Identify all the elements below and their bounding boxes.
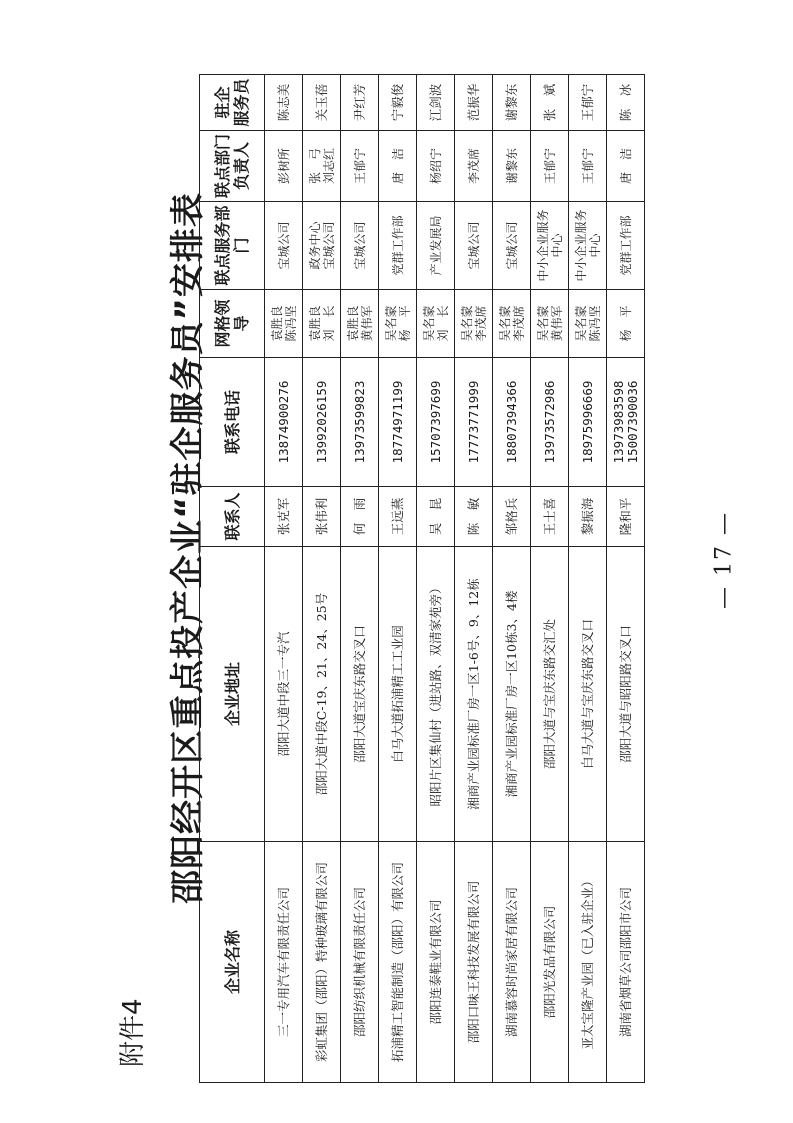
contact-phone: 18774971199	[379, 358, 417, 487]
contact-phone: 17773771999	[455, 358, 493, 487]
grid-leader: 袁胜良 陈冯坚	[265, 290, 303, 358]
company-address: 白马大道与宝庆东路交叉口	[569, 547, 607, 842]
column-header-dept: 联点服务部门	[200, 202, 265, 290]
company-address: 白马大道拓浦精工工业园	[379, 547, 417, 842]
liaison-dept: 中小企业服务 中心	[569, 202, 607, 290]
attachment-label: 附件4	[118, 998, 148, 1067]
liaison-officer: 江剑波	[417, 75, 455, 131]
table-row	[265, 75, 303, 1083]
company-name: 邵阳纺织机械有限责任公司	[341, 842, 379, 1083]
contact-phone: 18807394366	[493, 358, 531, 487]
company-address: 邵阳大道与昭阳路交叉口	[607, 547, 645, 842]
contact-phone: 15707397699	[417, 358, 455, 487]
company-name: 亚太宝隆产业园（已入驻企业）	[569, 842, 607, 1083]
dept-head: 李茂席	[455, 131, 493, 202]
company-name: 彩虹集团（邵阳）特种玻璃有限公司	[303, 842, 341, 1083]
column-header-dept-head: 联点部门 负责人	[200, 131, 265, 202]
grid-leader: 吴名蒙 李茂席	[455, 290, 493, 358]
table-row	[303, 75, 341, 1083]
liaison-officer: 王郁宁	[569, 75, 607, 131]
company-address: 邵阳大道中段C-19、21、24、25号	[303, 547, 341, 842]
company-address: 邵阳大道与宝庆东路交汇处	[531, 547, 569, 842]
column-header-leader: 网格领导	[200, 290, 265, 358]
liaison-dept: 产业发展局	[417, 202, 455, 290]
liaison-officer: 张 斌	[531, 75, 569, 131]
liaison-officer: 陈志美	[265, 75, 303, 131]
table-row	[455, 75, 493, 1083]
liaison-dept: 宝城公司	[455, 202, 493, 290]
company-name: 拓浦精工智能制造（邵阳）有限公司	[379, 842, 417, 1083]
column-header-company: 企业名称	[200, 842, 265, 1083]
contact-phone: 13973572986	[531, 358, 569, 487]
company-name: 湖南慕容时尚家居有限公司	[493, 842, 531, 1083]
contact-phone: 18975996669	[569, 358, 607, 487]
table-row	[417, 75, 455, 1083]
grid-leader: 吴名蒙 刘 长	[417, 290, 455, 358]
table-row	[531, 75, 569, 1083]
company-address: 湘商产业园标准厂房一区1-6号、9、12栋	[455, 547, 493, 842]
grid-leader: 袁胜良 刘 长	[303, 290, 341, 358]
grid-leader: 吴名蒙 陈冯坚	[569, 290, 607, 358]
company-name: 邵阳连泰鞋业有限公司	[417, 842, 455, 1083]
liaison-dept: 宝城公司	[341, 202, 379, 290]
company-name: 邵阳光发品有限公司	[531, 842, 569, 1083]
contact-person: 王远燕	[379, 487, 417, 547]
contact-phone: 13992026159	[303, 358, 341, 487]
page-number: — 17 —	[711, 511, 737, 609]
grid-leader: 袁胜良 黄伟军	[341, 290, 379, 358]
company-name: 湖南省烟草公司邵阳市公司	[607, 842, 645, 1083]
contact-person: 黎振海	[569, 487, 607, 547]
liaison-dept: 党群工作部	[379, 202, 417, 290]
grid-leader: 杨 平	[607, 290, 645, 358]
liaison-dept: 政务中心 宝城公司	[303, 202, 341, 290]
contact-person: 陈 敏	[455, 487, 493, 547]
table-row	[341, 75, 379, 1083]
table-row	[607, 75, 645, 1083]
company-address: 邵阳大道中段三一专汽	[265, 547, 303, 842]
liaison-officer: 谢黎东	[493, 75, 531, 131]
liaison-officer: 陈 冰	[607, 75, 645, 131]
liaison-officer: 尹红芳	[341, 75, 379, 131]
dept-head: 谢黎东	[493, 131, 531, 202]
liaison-dept: 宝城公司	[493, 202, 531, 290]
liaison-dept: 宝城公司	[265, 202, 303, 290]
column-header-liaison: 驻企 服务员	[200, 75, 265, 131]
liaison-officer: 关玉蓓	[303, 75, 341, 131]
contact-person: 何 雨	[341, 487, 379, 547]
contact-person: 张克军	[265, 487, 303, 547]
liaison-officer: 范振华	[455, 75, 493, 131]
column-header-contact: 联系人	[200, 487, 265, 547]
column-header-phone: 联系电话	[200, 358, 265, 487]
table-row	[493, 75, 531, 1083]
dept-head: 王郁宁	[569, 131, 607, 202]
schedule-table	[199, 74, 645, 1083]
liaison-dept: 中小企业服务 中心	[531, 202, 569, 290]
column-header-address: 企业地址	[200, 547, 265, 842]
dept-head: 张 弓 刘志红	[303, 131, 341, 202]
dept-head: 杨绍宁	[417, 131, 455, 202]
page-title: 邵阳经开区重点投产企业“驻企服务员”安排表	[168, 192, 208, 904]
company-address: 湘商产业园标准厂房一区10栋3、4楼	[493, 547, 531, 842]
grid-leader: 吴名蒙 李茂席	[493, 290, 531, 358]
table-header-row	[200, 75, 265, 1083]
company-address: 昭阳片区集仙村（进站路、双清家苑旁）	[417, 547, 455, 842]
liaison-officer: 宁毅俊	[379, 75, 417, 131]
contact-phone: 13973599823	[341, 358, 379, 487]
company-name: 三一专用汽车有限责任公司	[265, 842, 303, 1083]
grid-leader: 吴名蒙 杨 平	[379, 290, 417, 358]
dept-head: 王郁宁	[531, 131, 569, 202]
dept-head: 王郁宁	[341, 131, 379, 202]
company-address: 邵阳大道宝庆东路交叉口	[341, 547, 379, 842]
contact-person: 张伟利	[303, 487, 341, 547]
contact-person: 邹格兵	[493, 487, 531, 547]
contact-person: 王士喜	[531, 487, 569, 547]
contact-phone: 13973983598 15007390036	[607, 358, 645, 487]
contact-phone: 13874900276	[265, 358, 303, 487]
liaison-dept: 党群工作部	[607, 202, 645, 290]
dept-head: 唐 洁	[379, 131, 417, 202]
dept-head: 唐 洁	[607, 131, 645, 202]
contact-person: 吴 昆	[417, 487, 455, 547]
grid-leader: 吴名蒙 黄伟军	[531, 290, 569, 358]
table-row	[569, 75, 607, 1083]
company-name: 邵阳口味王科技发展有限公司	[455, 842, 493, 1083]
dept-head: 彭树所	[265, 131, 303, 202]
table-row	[379, 75, 417, 1083]
contact-person: 隆和平	[607, 487, 645, 547]
